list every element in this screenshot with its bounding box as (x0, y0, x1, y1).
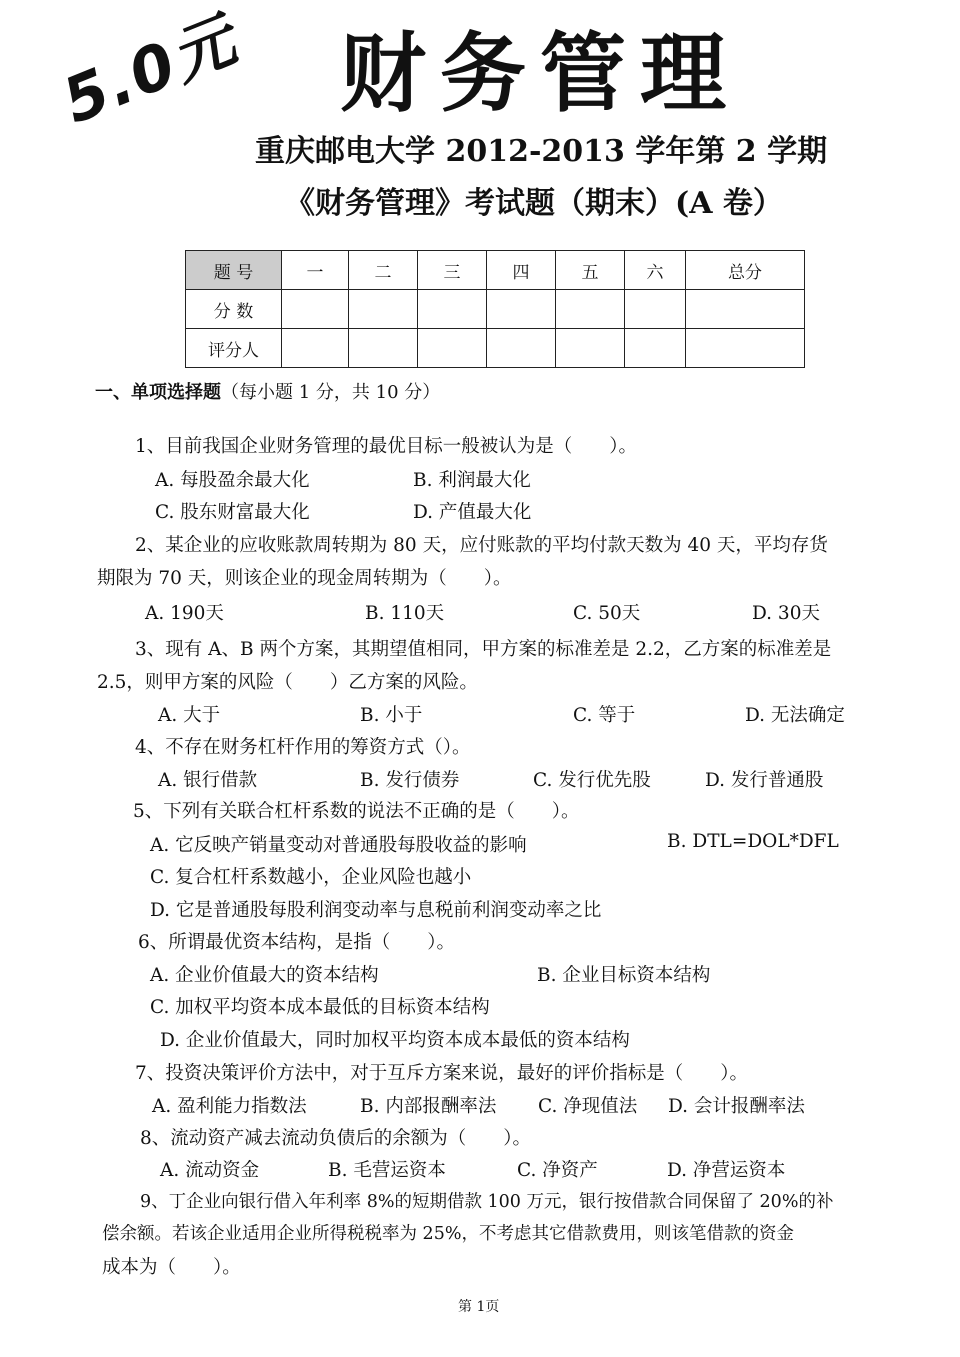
grader-cell (556, 329, 625, 368)
q2-option-d: D. 30天 (752, 603, 820, 624)
grader-cell (487, 329, 556, 368)
score-row-label: 分 数 (186, 290, 282, 329)
price-stamp: 5.0元 (52, 2, 247, 138)
question-2-line-1: 2、某企业的应收账款周转期为 80 天，应付账款的平均付款天数为 40 天，平均存货 (135, 535, 828, 556)
q7-option-b: B. 内部报酬率法 (360, 1096, 497, 1117)
q5-option-b: B. DTL=DOL*DFL (667, 831, 839, 852)
grader-row-label: 评分人 (186, 329, 282, 368)
q7-option-c: C. 净现值法 (538, 1096, 638, 1117)
question-7: 7、投资决策评价方法中，对于互斥方案来说，最好的评价指标是（ ）。 (135, 1063, 749, 1084)
q7-option-a: A. 盈利能力指数法 (152, 1096, 307, 1117)
section-note: （每小题 1 分，共 10 分） (221, 382, 441, 403)
q1-option-d: D. 产值最大化 (413, 502, 532, 523)
q5-option-c: C. 复合杠杆系数越小，企业风险也越小 (150, 867, 472, 888)
section-title: 一、单项选择题 (95, 382, 221, 403)
q4-option-d: D. 发行普通股 (705, 770, 824, 791)
question-4: 4、不存在财务杠杆作用的筹资方式（）。 (135, 737, 471, 758)
score-table-header-row (186, 251, 805, 290)
score-cell (418, 290, 487, 329)
exam-header-course: 《财务管理》考试题（期末）(A 卷） (285, 186, 783, 221)
q4-option-b: B. 发行债券 (360, 770, 460, 791)
score-table-row-grader (186, 329, 805, 368)
q4-option-a: A. 银行借款 (158, 770, 258, 791)
q3-option-c: C. 等于 (573, 705, 636, 726)
score-col-3: 三 (418, 251, 487, 290)
q8-option-c: C. 净资产 (517, 1160, 598, 1181)
page-number: 第 1页 (458, 1299, 500, 1315)
q4-option-c: C. 发行优先股 (533, 770, 651, 791)
section-heading (95, 378, 440, 404)
score-col-5: 五 (556, 251, 625, 290)
q8-option-a: A. 流动资金 (160, 1160, 260, 1181)
q1-option-a: A. 每股盈余最大化 (155, 470, 310, 491)
score-col-4: 四 (487, 251, 556, 290)
question-6: 6、所谓最优资本结构，是指（ ）。 (138, 932, 456, 953)
q2-option-b: B. 110天 (365, 603, 445, 624)
grader-cell (686, 329, 805, 368)
question-3-line-1: 3、现有 A、B 两个方案，其期望值相同，甲方案的标准差是 2.2，乙方案的标准差是 (135, 639, 832, 660)
q6-option-b: B. 企业目标资本结构 (537, 965, 711, 986)
question-9-line-1: 9、丁企业向银行借入年利率 8%的短期借款 100 万元，银行按借款合同保留了 20%的补 (140, 1192, 834, 1212)
score-table-row-score (186, 290, 805, 329)
q1-option-b: B. 利润最大化 (413, 470, 531, 491)
q6-option-c: C. 加权平均资本成本最低的目标资本结构 (150, 997, 490, 1018)
q7-option-d: D. 会计报酬率法 (668, 1096, 805, 1117)
score-col-total: 总分 (686, 251, 805, 290)
score-cell (625, 290, 686, 329)
score-cell (282, 290, 349, 329)
document-big-title: 财务管理 (340, 23, 740, 124)
question-8: 8、流动资产减去流动负债后的余额为（ ）。 (140, 1128, 532, 1149)
q5-option-a: A. 它反映产销量变动对普通股每股收益的影响 (150, 835, 527, 856)
question-2-line-2: 期限为 70 天，则该企业的现金周转期为（ ）。 (97, 568, 512, 589)
score-col-1: 一 (282, 251, 349, 290)
q3-option-d: D. 无法确定 (745, 705, 845, 726)
score-cell (349, 290, 418, 329)
q8-option-b: B. 毛营运资本 (328, 1160, 446, 1181)
q6-option-a: A. 企业价值最大的资本结构 (150, 965, 379, 986)
q3-option-b: B. 小于 (360, 705, 423, 726)
q3-option-a: A. 大于 (158, 705, 221, 726)
score-cell (487, 290, 556, 329)
question-9-line-3: 成本为（ ）。 (102, 1257, 241, 1278)
question-9-line-2: 偿余额。若该企业适用企业所得税税率为 25%，不考虑其它借款费用，则该笔借款的资金 (102, 1224, 794, 1244)
grader-cell (282, 329, 349, 368)
q2-option-c: C. 50天 (573, 603, 641, 624)
q5-option-d: D. 它是普通股每股利润变动率与息税前利润变动率之比 (150, 900, 602, 921)
exam-header-university: 重庆邮电大学 2012-2013 学年第 2 学期 (255, 134, 828, 169)
score-cell (556, 290, 625, 329)
q8-option-d: D. 净营运资本 (667, 1160, 786, 1181)
q6-option-d: D. 企业价值最大，同时加权平均资本成本最低的资本结构 (160, 1030, 630, 1051)
question-3-line-2: 2.5，则甲方案的风险（ ）乙方案的风险。 (97, 672, 478, 693)
q1-option-c: C. 股东财富最大化 (155, 502, 310, 523)
grader-cell (349, 329, 418, 368)
score-col-6: 六 (625, 251, 686, 290)
grader-cell (625, 329, 686, 368)
score-table (185, 250, 805, 368)
question-5: 5、下列有关联合杠杆系数的说法不正确的是（ ）。 (133, 801, 580, 822)
score-table-col-label: 题 号 (186, 251, 282, 290)
score-col-2: 二 (349, 251, 418, 290)
score-cell (686, 290, 805, 329)
q2-option-a: A. 190天 (145, 603, 224, 624)
grader-cell (418, 329, 487, 368)
question-1: 1、目前我国企业财务管理的最优目标一般被认为是（ ）。 (135, 436, 638, 457)
